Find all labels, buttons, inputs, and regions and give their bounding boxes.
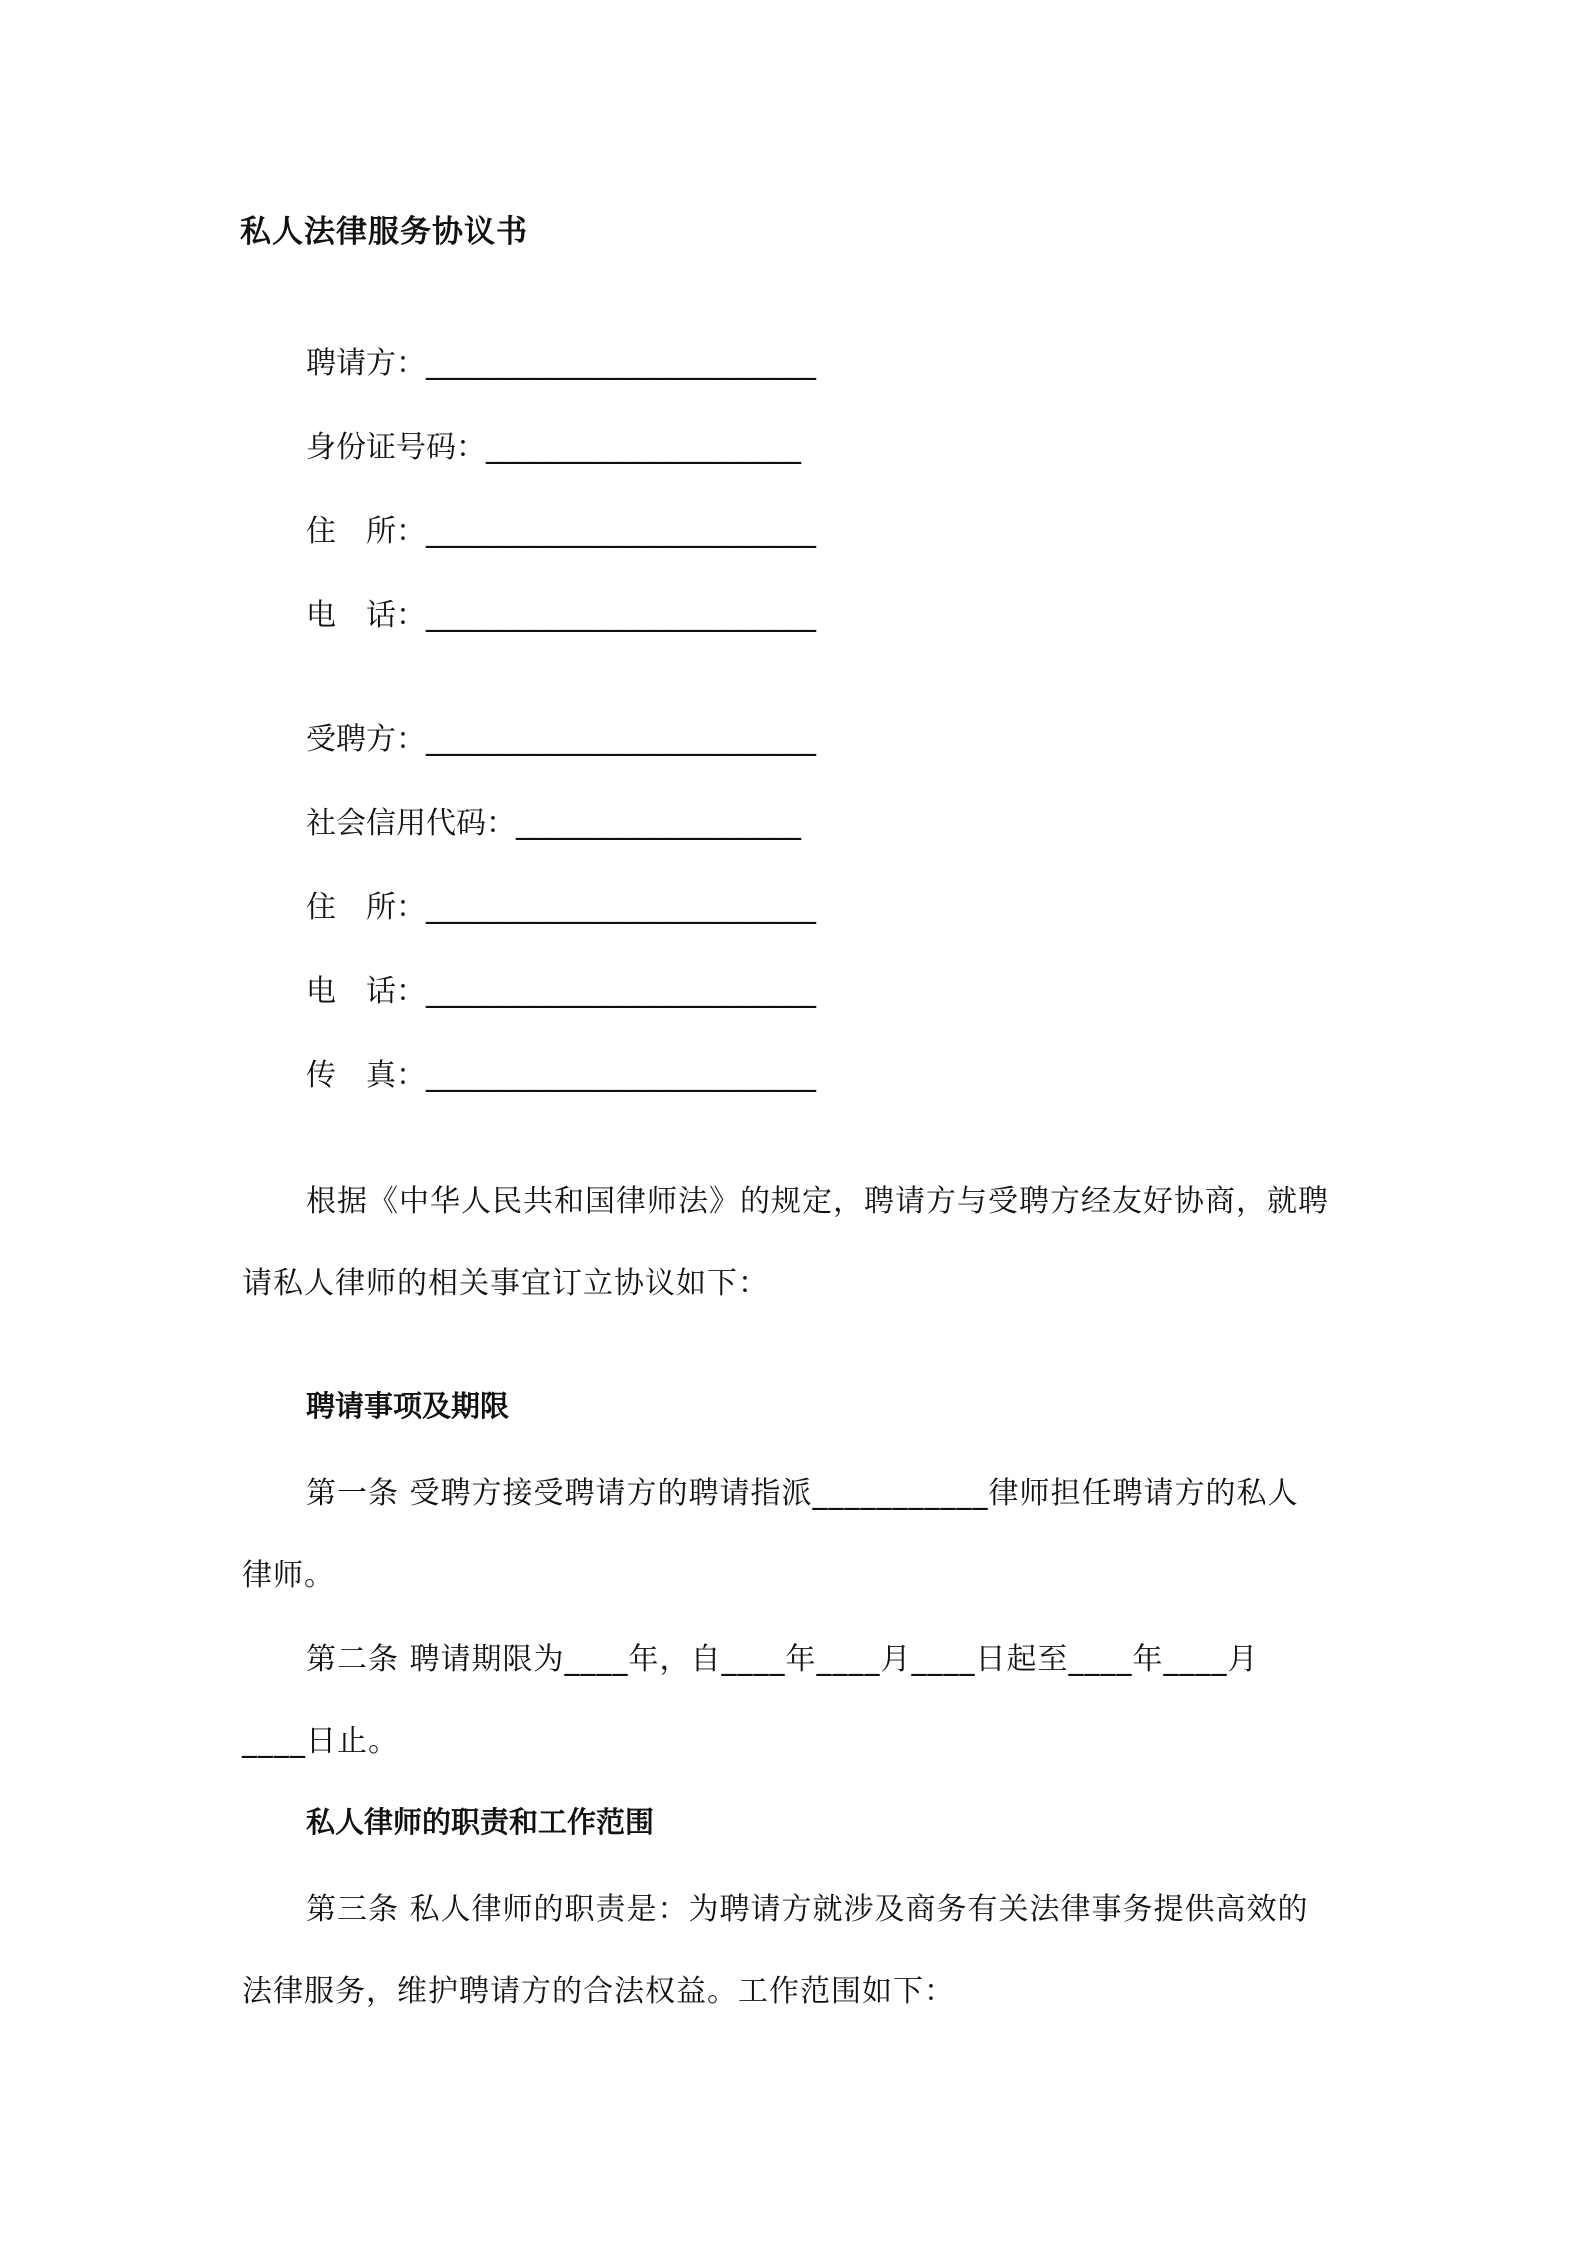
section-heading-duties: 私人律师的职责和工作范围 — [306, 1805, 655, 1839]
party-b-phone-field: 电 话：__________________________ — [306, 974, 816, 1009]
section-heading-engagement: 聘请事项及期限 — [306, 1389, 510, 1423]
party-a-address-field: 住 所：__________________________ — [306, 514, 816, 549]
article-2-line-1: 第二条 聘请期限为____年，自____年____月____日起至____年____月 — [306, 1642, 1259, 1677]
party-a-id-number-field: 身份证号码：_____________________ — [306, 430, 801, 465]
party-b-address-field: 住 所：__________________________ — [306, 890, 816, 925]
document-title: 私人法律服务协议书 — [240, 214, 528, 250]
article-3-line-2: 法律服务，维护聘请方的合法权益。工作范围如下： — [242, 1974, 955, 2009]
intro-line-1: 根据《中华人民共和国律师法》的规定，聘请方与受聘方经友好协商，就聘 — [306, 1184, 1329, 1219]
party-a-phone-field: 电 话：__________________________ — [306, 598, 816, 633]
article-3-line-1: 第三条 私人律师的职责是：为聘请方就涉及商务有关法律事务提供高效的 — [306, 1892, 1309, 1927]
article-2-line-2: ____日止。 — [242, 1724, 399, 1759]
party-a-name-field: 聘请方：__________________________ — [306, 346, 816, 381]
party-b-credit-code-field: 社会信用代码：___________________ — [306, 806, 801, 841]
intro-line-2: 请私人律师的相关事宜订立协议如下： — [242, 1266, 769, 1301]
party-b-name-field: 受聘方：__________________________ — [306, 722, 816, 757]
article-1-line-1: 第一条 受聘方接受聘请方的聘请指派___________律师担任聘请方的私人 — [306, 1476, 1299, 1511]
party-b-fax-field: 传 真：__________________________ — [306, 1058, 816, 1093]
article-1-line-2: 律师。 — [242, 1558, 335, 1593]
